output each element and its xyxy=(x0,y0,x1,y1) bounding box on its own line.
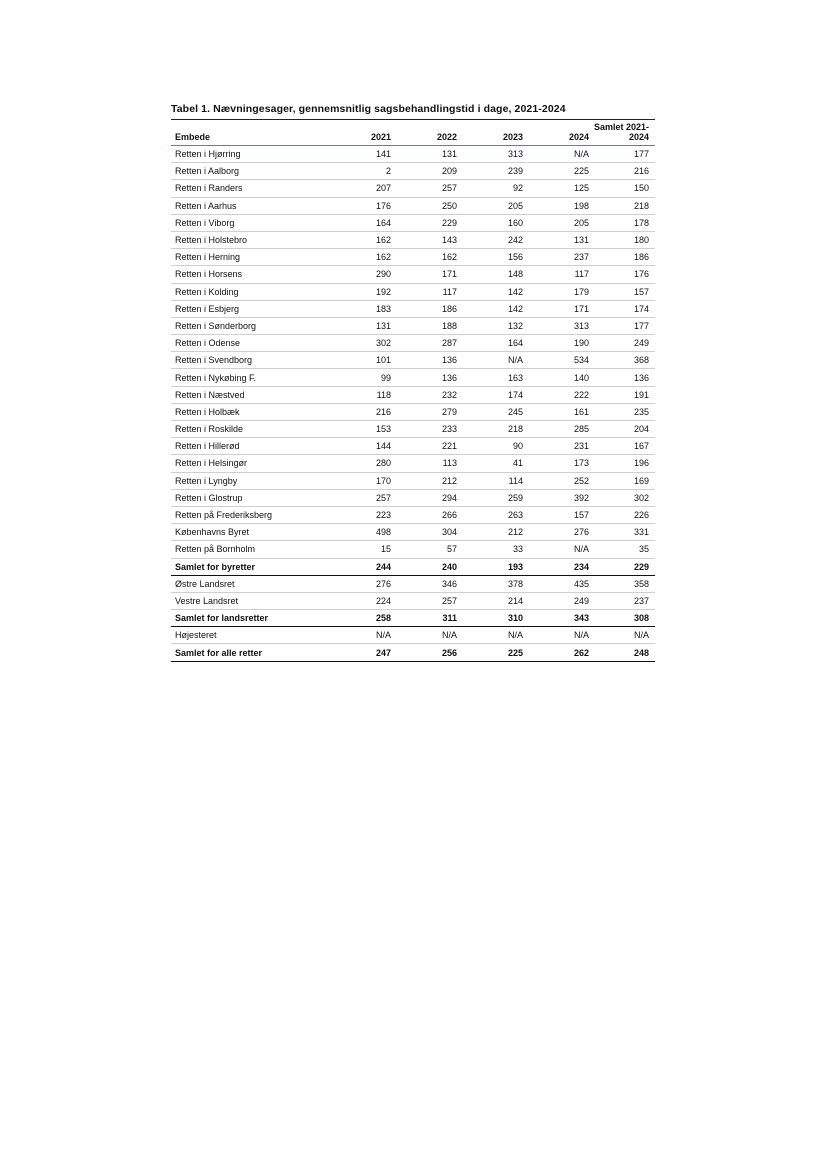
cell-2021: 192 xyxy=(375,286,391,297)
row-embede: Retten i Odense xyxy=(175,338,241,349)
header-embede: Embede xyxy=(175,132,211,142)
cell-samlet: 248 xyxy=(633,647,649,658)
table-row xyxy=(171,180,655,197)
cell-2022: 143 xyxy=(441,235,457,246)
cell-samlet: 216 xyxy=(633,166,649,177)
table-row xyxy=(171,627,655,644)
cell-2022: 113 xyxy=(442,458,457,469)
table-total-row xyxy=(171,559,655,576)
cell-2022: 304 xyxy=(441,527,457,538)
row-embede: Retten i Helsingør xyxy=(175,458,248,469)
cell-2024: 534 xyxy=(573,355,589,366)
cell-samlet: 167 xyxy=(633,441,649,452)
cell-2021: 244 xyxy=(375,561,391,572)
cell-2022: 188 xyxy=(441,320,457,331)
cell-samlet: 218 xyxy=(633,200,649,211)
cell-2023: 242 xyxy=(507,235,523,246)
cell-samlet: 229 xyxy=(633,561,649,572)
court-table xyxy=(171,103,655,662)
cell-2024: 234 xyxy=(573,561,589,572)
cell-2021: 247 xyxy=(375,647,391,658)
cell-samlet: 136 xyxy=(633,372,649,383)
header-2022: 2022 xyxy=(436,132,457,142)
cell-2024: 237 xyxy=(573,252,589,263)
cell-2022: 240 xyxy=(441,561,457,572)
cell-2023: 212 xyxy=(507,527,523,538)
cell-2022: 256 xyxy=(441,647,457,658)
cell-2021: N/A xyxy=(375,630,391,641)
cell-samlet: 226 xyxy=(633,510,649,521)
table-total-row xyxy=(171,644,655,661)
cell-2022: 209 xyxy=(441,166,457,177)
cell-2022: 162 xyxy=(441,252,457,263)
cell-2024: N/A xyxy=(573,149,589,160)
cell-2023: 41 xyxy=(512,458,523,469)
cell-2022: 346 xyxy=(441,578,457,589)
cell-2021: 498 xyxy=(375,527,391,538)
cell-samlet: 177 xyxy=(633,320,649,331)
table-body xyxy=(171,146,655,662)
cell-2021: 170 xyxy=(375,475,391,486)
cell-samlet: 196 xyxy=(633,458,649,469)
cell-2024: 231 xyxy=(573,441,589,452)
row-embede: Højesteret xyxy=(175,630,217,641)
cell-2023: 218 xyxy=(507,424,523,435)
cell-2023: 263 xyxy=(507,510,523,521)
row-embede: Københavns Byret xyxy=(175,527,250,538)
table-row xyxy=(171,163,655,180)
cell-2023: 174 xyxy=(507,389,523,400)
row-embede: Retten i Horsens xyxy=(175,269,243,280)
cell-2021: 176 xyxy=(375,200,391,211)
cell-samlet: 308 xyxy=(633,613,649,624)
table-row xyxy=(171,369,655,386)
cell-samlet: 150 xyxy=(633,183,649,194)
cell-2024: 262 xyxy=(573,647,589,658)
table-row xyxy=(171,387,655,404)
row-embede: Samlet for landsretter xyxy=(175,613,269,624)
row-embede: Retten i Herning xyxy=(175,252,241,263)
cell-2022: 221 xyxy=(441,441,457,452)
table-row xyxy=(171,404,655,421)
row-embede: Retten i Nykøbing F. xyxy=(175,372,257,383)
cell-2021: 15 xyxy=(380,544,391,555)
cell-samlet: 302 xyxy=(633,492,649,503)
header-samlet xyxy=(589,122,655,145)
cell-2022: 232 xyxy=(441,389,457,400)
header-2023: 2023 xyxy=(502,132,523,142)
cell-2024: 190 xyxy=(573,338,589,349)
cell-2024: 343 xyxy=(573,613,589,624)
cell-2023: 164 xyxy=(507,338,523,349)
cell-2021: 290 xyxy=(375,269,391,280)
cell-2022: 287 xyxy=(441,338,457,349)
table-row xyxy=(171,541,655,558)
cell-2023: 239 xyxy=(507,166,523,177)
cell-2022: 257 xyxy=(441,595,457,606)
cell-2022: 257 xyxy=(441,183,457,194)
table-row xyxy=(171,473,655,490)
cell-2024: 157 xyxy=(573,510,589,521)
cell-samlet: 176 xyxy=(633,269,649,280)
table-row xyxy=(171,421,655,438)
cell-2021: 144 xyxy=(375,441,391,452)
cell-2023: 160 xyxy=(507,217,523,228)
cell-2022: 117 xyxy=(442,286,457,297)
cell-samlet: 368 xyxy=(633,355,649,366)
row-embede: Retten i Næstved xyxy=(175,389,245,400)
table-caption: Tabel 1. Nævningesager, gennemsnitlig sagsbehandlingstid i dage, 2021-2024 xyxy=(171,103,655,120)
cell-2023: 148 xyxy=(507,269,523,280)
cell-samlet: 186 xyxy=(633,252,649,263)
row-embede: Retten i Glostrup xyxy=(175,492,243,503)
cell-2021: 258 xyxy=(375,613,391,624)
cell-2024: 179 xyxy=(573,286,589,297)
cell-2024: 173 xyxy=(573,458,589,469)
cell-samlet: 35 xyxy=(638,544,649,555)
cell-2023: 205 xyxy=(507,200,523,211)
cell-2021: 183 xyxy=(375,303,391,314)
cell-2023: N/A xyxy=(507,355,523,366)
row-embede: Retten i Svendborg xyxy=(175,355,253,366)
table-row xyxy=(171,335,655,352)
cell-samlet: 249 xyxy=(633,338,649,349)
cell-samlet: 177 xyxy=(633,149,649,160)
cell-samlet: 178 xyxy=(633,217,649,228)
cell-samlet: 180 xyxy=(633,235,649,246)
row-embede: Retten i Aarhus xyxy=(175,200,237,211)
cell-samlet: N/A xyxy=(633,630,649,641)
cell-2023: 90 xyxy=(512,441,523,452)
row-embede: Retten i Hjørring xyxy=(175,149,241,160)
cell-2021: 141 xyxy=(375,149,391,160)
cell-samlet: 204 xyxy=(633,424,649,435)
cell-2022: 57 xyxy=(446,544,457,555)
cell-2024: 198 xyxy=(573,200,589,211)
cell-2021: 207 xyxy=(375,183,391,194)
row-embede: Retten på Bornholm xyxy=(175,544,256,555)
cell-2023: 92 xyxy=(512,183,523,194)
row-embede: Retten i Roskilde xyxy=(175,424,244,435)
cell-2022: 279 xyxy=(441,406,457,417)
row-embede: Østre Landsret xyxy=(175,578,235,589)
cell-2021: 257 xyxy=(375,492,391,503)
cell-2023: 225 xyxy=(507,647,523,658)
row-embede: Retten i Holbæk xyxy=(175,406,240,417)
row-embede: Retten i Aalborg xyxy=(175,166,240,177)
cell-2024: 205 xyxy=(573,217,589,228)
cell-2021: 223 xyxy=(375,510,391,521)
row-embede: Retten i Holstebro xyxy=(175,235,248,246)
cell-2023: 313 xyxy=(507,149,523,160)
cell-2023: 378 xyxy=(507,578,523,589)
table-row xyxy=(171,455,655,472)
header-samlet-line2: 2024 xyxy=(628,132,649,142)
header-2021: 2021 xyxy=(370,132,391,142)
table-row xyxy=(171,301,655,318)
cell-2021: 153 xyxy=(375,424,391,435)
cell-2022: 266 xyxy=(441,510,457,521)
cell-2021: 162 xyxy=(375,235,391,246)
cell-2022: 212 xyxy=(441,475,457,486)
cell-2024: 276 xyxy=(573,527,589,538)
row-embede: Retten i Randers xyxy=(175,183,243,194)
row-embede: Vestre Landsret xyxy=(175,595,239,606)
cell-2024: 140 xyxy=(573,372,589,383)
table-row xyxy=(171,232,655,249)
cell-2024: 131 xyxy=(573,235,589,246)
table-row xyxy=(171,576,655,593)
cell-samlet: 174 xyxy=(633,303,649,314)
table-row xyxy=(171,249,655,266)
cell-2022: 229 xyxy=(441,217,457,228)
cell-2021: 99 xyxy=(380,372,391,383)
cell-2021: 118 xyxy=(376,389,391,400)
cell-2021: 216 xyxy=(375,406,391,417)
cell-2024: 249 xyxy=(573,595,589,606)
cell-2024: 225 xyxy=(573,166,589,177)
cell-samlet: 237 xyxy=(633,595,649,606)
cell-2022: 233 xyxy=(441,424,457,435)
cell-samlet: 235 xyxy=(633,406,649,417)
cell-2022: 186 xyxy=(441,303,457,314)
row-embede: Retten i Kolding xyxy=(175,286,239,297)
cell-2023: 193 xyxy=(507,561,523,572)
cell-2022: 250 xyxy=(441,200,457,211)
cell-2023: 259 xyxy=(507,492,523,503)
table-row xyxy=(171,198,655,215)
table-total-row xyxy=(171,610,655,627)
table-row xyxy=(171,524,655,541)
cell-2023: 214 xyxy=(507,595,523,606)
row-embede: Samlet for byretter xyxy=(175,561,256,572)
cell-2022: 131 xyxy=(441,149,457,160)
cell-2024: N/A xyxy=(573,630,589,641)
cell-2024: 125 xyxy=(573,183,589,194)
table-row xyxy=(171,593,655,610)
cell-samlet: 169 xyxy=(633,475,649,486)
cell-2021: 302 xyxy=(375,338,391,349)
table-row xyxy=(171,507,655,524)
cell-2023: 245 xyxy=(507,406,523,417)
cell-2024: N/A xyxy=(573,544,589,555)
cell-2023: 132 xyxy=(507,320,523,331)
cell-2021: 164 xyxy=(375,217,391,228)
cell-2023: 33 xyxy=(512,544,523,555)
cell-2023: N/A xyxy=(507,630,523,641)
cell-2023: 114 xyxy=(508,475,523,486)
table-row xyxy=(171,266,655,283)
cell-2021: 2 xyxy=(385,166,391,177)
cell-2021: 276 xyxy=(375,578,391,589)
cell-2022: 136 xyxy=(441,372,457,383)
cell-2023: 163 xyxy=(507,372,523,383)
cell-2024: 313 xyxy=(573,320,589,331)
cell-2024: 435 xyxy=(573,578,589,589)
row-embede: Retten i Hillerød xyxy=(175,441,240,452)
row-embede: Samlet for alle retter xyxy=(175,647,263,658)
table-row xyxy=(171,490,655,507)
row-embede: Retten i Esbjerg xyxy=(175,303,240,314)
cell-2024: 392 xyxy=(573,492,589,503)
cell-2022: 294 xyxy=(441,492,457,503)
cell-2023: 156 xyxy=(507,252,523,263)
row-embede: Retten i Lyngby xyxy=(175,475,238,486)
cell-2021: 224 xyxy=(375,595,391,606)
table-row xyxy=(171,438,655,455)
table-row xyxy=(171,146,655,163)
cell-2022: 311 xyxy=(442,613,457,624)
cell-2022: 171 xyxy=(441,269,457,280)
table-row xyxy=(171,215,655,232)
row-embede: Retten på Frederiksberg xyxy=(175,510,273,521)
cell-samlet: 157 xyxy=(633,286,649,297)
cell-2023: 310 xyxy=(507,613,523,624)
cell-2024: 252 xyxy=(573,475,589,486)
cell-2021: 131 xyxy=(375,320,391,331)
cell-samlet: 358 xyxy=(633,578,649,589)
cell-2024: 222 xyxy=(573,389,589,400)
cell-2023: 142 xyxy=(507,303,523,314)
cell-2024: 171 xyxy=(573,303,589,314)
cell-2024: 161 xyxy=(573,406,589,417)
cell-2022: N/A xyxy=(441,630,457,641)
cell-2021: 162 xyxy=(375,252,391,263)
cell-2021: 280 xyxy=(375,458,391,469)
cell-2022: 136 xyxy=(441,355,457,366)
header-samlet-line1: Samlet 2021- xyxy=(593,122,649,132)
cell-2024: 117 xyxy=(574,269,589,280)
table-row xyxy=(171,284,655,301)
table-row xyxy=(171,318,655,335)
row-embede: Retten i Sønderborg xyxy=(175,320,257,331)
cell-2024: 285 xyxy=(573,424,589,435)
cell-samlet: 191 xyxy=(633,389,649,400)
table-header xyxy=(171,120,655,146)
cell-samlet: 331 xyxy=(633,527,649,538)
row-embede: Retten i Viborg xyxy=(175,217,235,228)
cell-2023: 142 xyxy=(507,286,523,297)
table-row xyxy=(171,352,655,369)
cell-2021: 101 xyxy=(375,355,391,366)
header-2024: 2024 xyxy=(568,132,589,142)
